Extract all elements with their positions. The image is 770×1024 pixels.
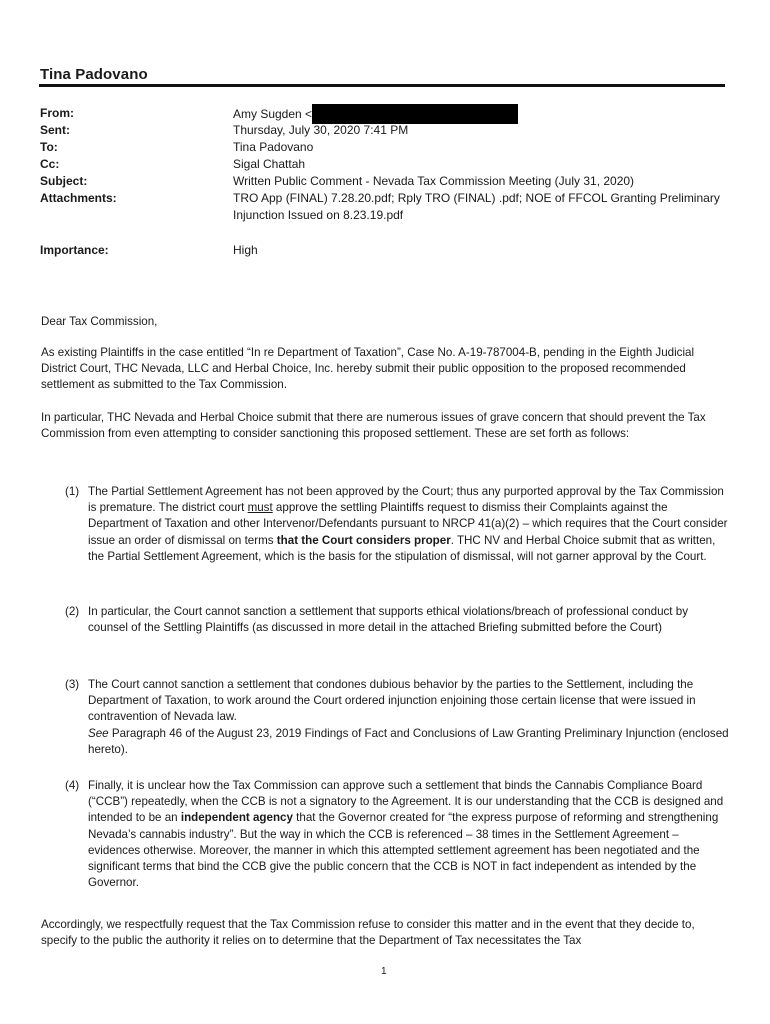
list-item-4-text-b: that the Governor created for “the express purpose of reforming and strengthening Nevada’s cannabis industry”. But the way in which the CCB is referenced – 38 times in the Settlement Agreement – evidences otherwise. Moreover, the manner in which this attempted settlement agreement has been negotiated and the significant terms that bind the CCB give the public concern that the CCB is NOT in fact independent as intended by the Governor. bbox=[88, 811, 719, 890]
sent-value: Thursday, July 30, 2020 7:41 PM bbox=[233, 123, 409, 137]
list-item-3-citation-text: Paragraph 46 of the August 23, 2019 Findings of Fact and Conclusions of Law Granting Preliminary Injunction (enclosed hereto). bbox=[88, 726, 729, 756]
header-rule bbox=[39, 84, 725, 87]
cc-label: Cc: bbox=[40, 157, 60, 171]
importance-label: Importance: bbox=[40, 243, 109, 257]
to-value: Tina Padovano bbox=[233, 140, 314, 154]
list-item-4-text bbox=[88, 778, 731, 891]
cc-value: Sigal Chattah bbox=[233, 157, 306, 171]
page-number: 1 bbox=[381, 966, 387, 977]
redacted-email-block bbox=[312, 104, 518, 124]
list-item-3-see: See bbox=[88, 726, 109, 740]
to-label: To: bbox=[40, 140, 58, 154]
from-label: From: bbox=[40, 106, 74, 120]
list-item-1-text-b: approve the settling Plaintiffs request to dismiss their Complaints against the Department of Taxation and other Intervenor/Defendants pursuant to NRCP 41(a)(2) – which requires that the Court consider issue an order of dismissal on terms bbox=[88, 501, 728, 547]
list-item-1-number: (1) bbox=[65, 485, 80, 498]
attachments-label: Attachments: bbox=[40, 191, 117, 205]
list-item-1-text-c: . THC NV and Herbal Choice submit that as written, the Partial Settlement Agreement, which is the basis for the stipulation of dismissal, will not garner approval by the Court. bbox=[88, 533, 716, 563]
subject-value: Written Public Comment - Nevada Tax Commission Meeting (July 31, 2020) bbox=[233, 174, 635, 188]
list-item-3-citation bbox=[88, 726, 731, 758]
sent-label: Sent: bbox=[40, 123, 70, 137]
list-item-2-text: In particular, the Court cannot sanction a settlement that supports ethical violations/breach of professional conduct by counsel of the Settling Plaintiffs (as discussed in more detail in the attached Briefing submitted before the Court) bbox=[88, 605, 688, 635]
salutation: Dear Tax Commission, bbox=[41, 315, 158, 328]
list-item-4-text-a: Finally, it is unclear how the Tax Commission can approve such a settlement that binds the Cannabis Compliance Board (“CCB”) repeatedly, when the CCB is not a signatory to the Agreement. It is our understanding that the CCB is designed and intended to be an bbox=[88, 779, 724, 825]
list-item-3-number: (3) bbox=[65, 678, 80, 691]
list-item-3-text: The Court cannot sanction a settlement that condones dubious behavior by the parties to the Settlement, including the Department of Taxation, to work around the Court ordered injunction enjoining those certain license that were issued in contravention of Nevada law. bbox=[88, 678, 696, 724]
list-item-1-text-a: The Partial Settlement Agreement has not been approved by the Court; thus any purported approval by the Tax Commission is premature. The district court bbox=[88, 485, 724, 515]
mailbox-owner-name: Tina Padovano bbox=[40, 66, 148, 83]
body-paragraph-1: As existing Plaintiffs in the case entitled “In re Department of Taxation”, Case No. A-19-787004-B, pending in the Eighth Judicial District Court, THC Nevada, LLC and Herbal Choice, Inc. hereby submit their public opposition to the proposed recommended settlement as submitted to the Tax Commission. bbox=[41, 346, 695, 391]
list-item-4-number: (4) bbox=[65, 779, 80, 792]
from-sender-text: Amy Sugden < bbox=[233, 107, 313, 121]
list-item-4-emphasis-independent: independent agency bbox=[180, 811, 293, 825]
list-item-1-text bbox=[88, 484, 731, 565]
body-paragraph-2: In particular, THC Nevada and Herbal Choice submit that there are numerous issues of grave concern that should prevent the Tax Commission from even attempting to consider sanctioning this proposed settlement. These are set forth as follows: bbox=[41, 411, 706, 440]
subject-label: Subject: bbox=[40, 174, 88, 188]
from-value bbox=[233, 104, 518, 124]
body-paragraph-3: Accordingly, we respectfully request that the Tax Commission refuse to consider this matter and in the event that they decide to, specify to the public the authority it relies on to determine that the Department of Tax necessitates the Tax bbox=[41, 918, 695, 947]
list-item-1-emphasis-must: must bbox=[247, 501, 273, 515]
attachments-value-line2: Injunction Issued on 8.23.19.pdf bbox=[233, 208, 404, 222]
list-item-3-body bbox=[88, 677, 731, 758]
list-item-2-number: (2) bbox=[65, 605, 80, 618]
importance-value: High bbox=[233, 243, 258, 257]
list-item-1-emphasis-proper: that the Court considers proper bbox=[276, 533, 451, 547]
attachments-value-line1: TRO App (FINAL) 7.28.20.pdf; Rply TRO (FINAL) .pdf; NOE of FFCOL Granting Preliminary bbox=[233, 191, 720, 205]
